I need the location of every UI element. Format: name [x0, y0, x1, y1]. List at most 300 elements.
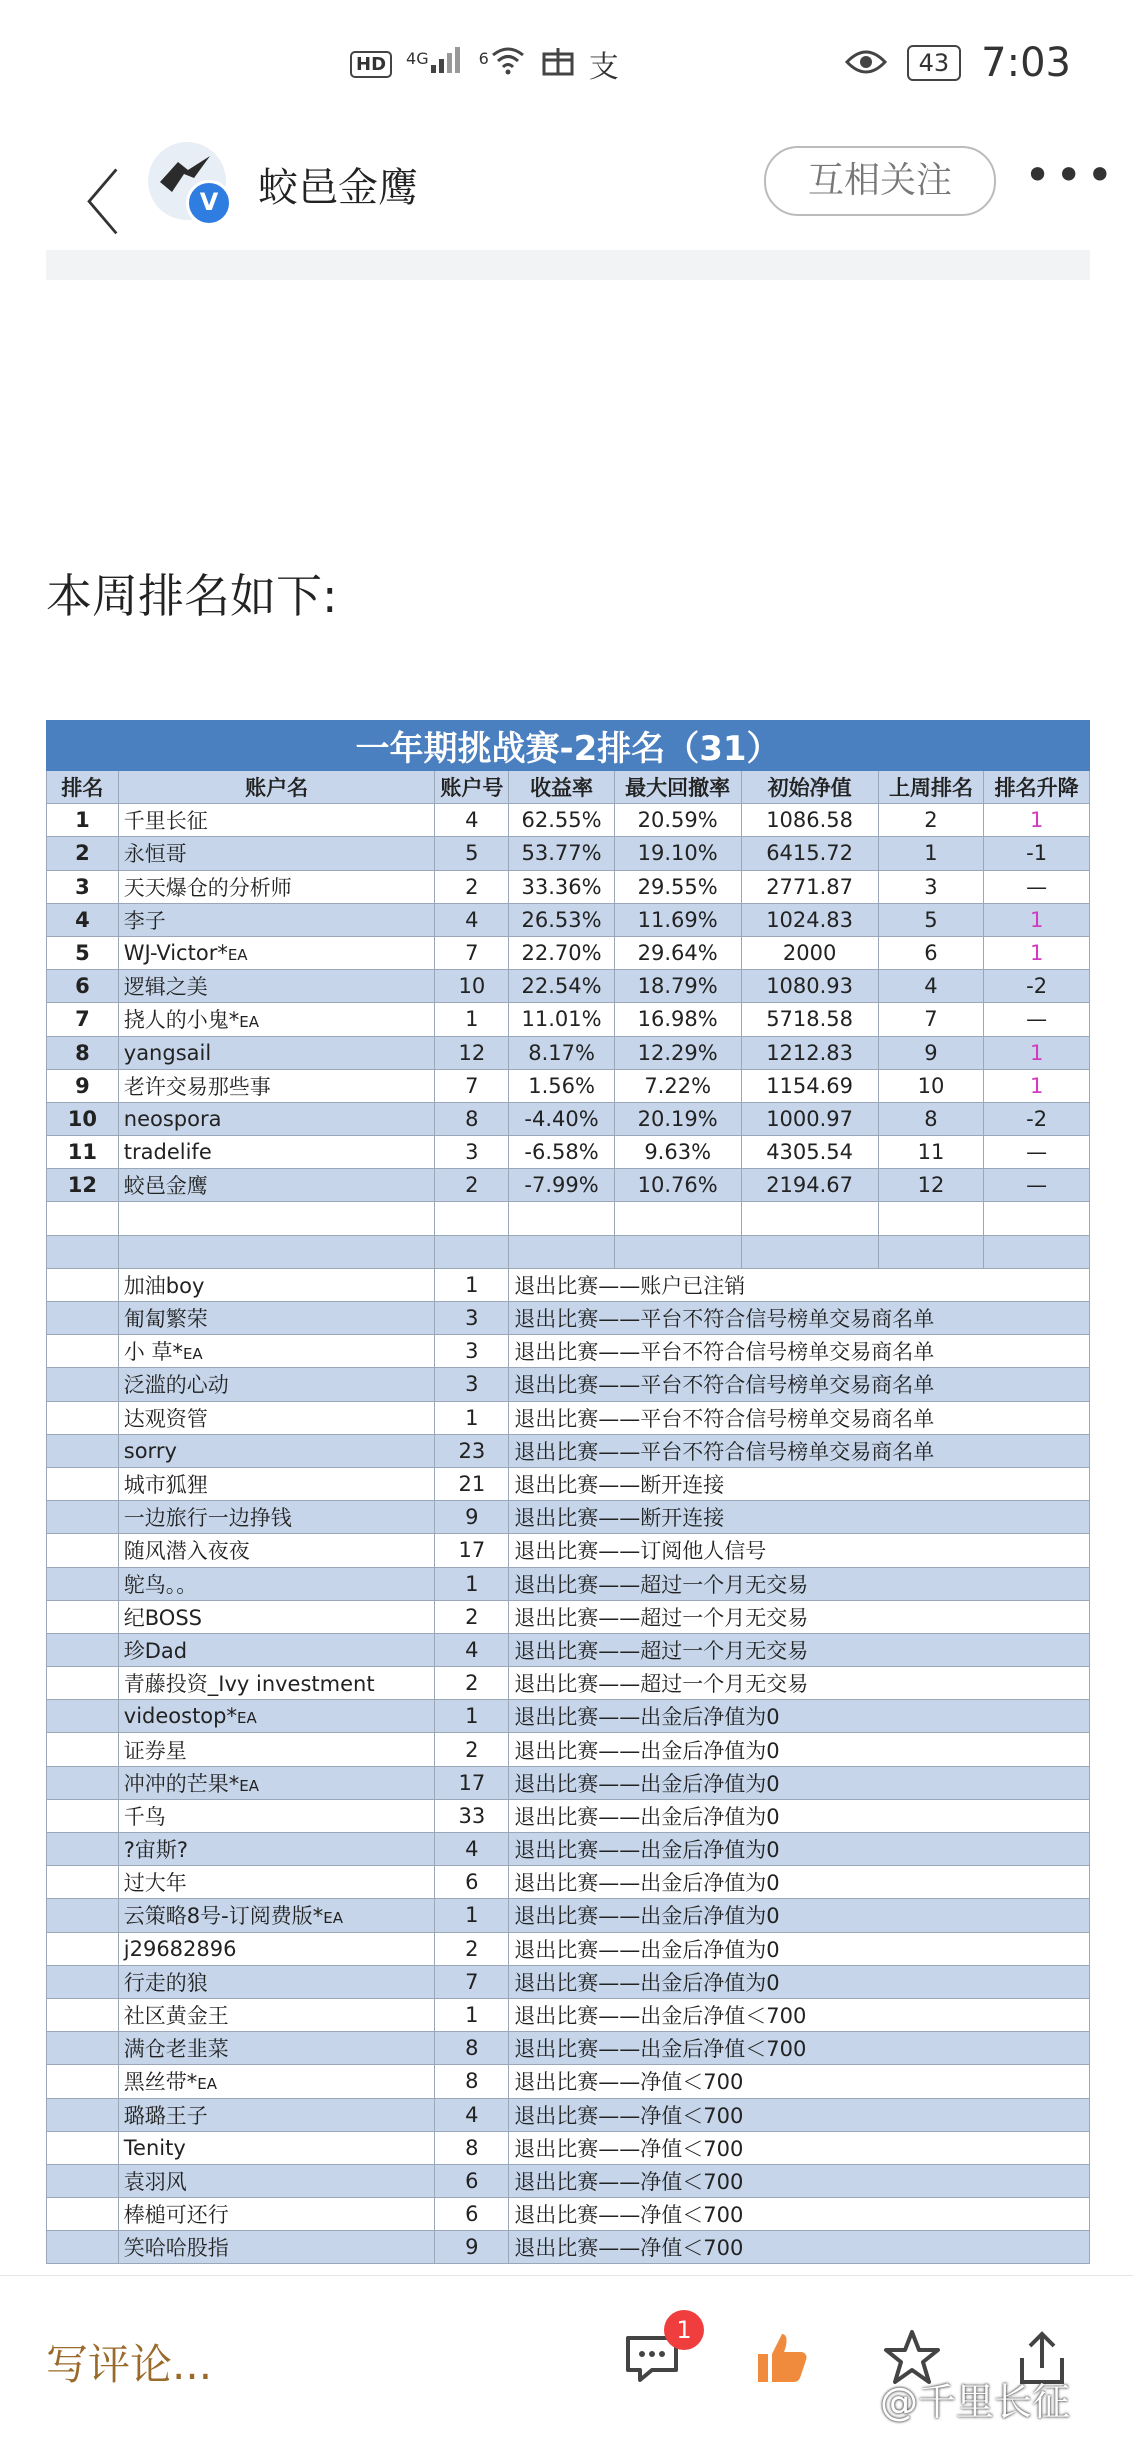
table-row: [47, 1003, 1090, 1036]
account-name: [118, 1069, 435, 1102]
exit-reason-cell: 退出比赛——出金后净值为0: [509, 1932, 1090, 1965]
last-rank-cell: 5: [878, 903, 984, 936]
table-row: [47, 1434, 1090, 1467]
acct-cell: 8: [435, 2065, 509, 2098]
return-cell: 53.77%: [509, 837, 615, 870]
more-icon[interactable]: •••: [1024, 148, 1118, 202]
account-name: [118, 1136, 435, 1169]
drawdown-cell: 18.79%: [614, 970, 741, 1003]
exit-reason-cell: 退出比赛——平台不符合信号榜单交易商名单: [509, 1302, 1090, 1335]
rank-cell: [47, 1368, 119, 1401]
rank-cell: [47, 1799, 119, 1832]
table-row: [47, 1069, 1090, 1102]
rank-cell: [47, 2131, 119, 2164]
table-row: [47, 1401, 1090, 1434]
account-name: [118, 970, 435, 1003]
rank-cell: [47, 1700, 119, 1733]
rank-cell: [47, 1932, 119, 1965]
account-name-text: 城市狐狸: [123, 1473, 208, 1498]
rank-cell: [47, 1667, 119, 1700]
comment-input[interactable]: 写评论...: [46, 2340, 213, 2389]
account-name-text: Tenity: [123, 2135, 186, 2160]
table-row: [47, 1932, 1090, 1965]
return-cell: 33.36%: [509, 870, 615, 903]
account-name-text: 纪BOSS: [123, 1605, 202, 1630]
account-name-text: videostop*: [123, 1704, 237, 1729]
account-name-text: WJ-Victor*: [123, 941, 228, 966]
acct-cell: 4: [435, 1633, 509, 1666]
rank-change-cell: 1: [984, 1069, 1090, 1102]
acct-cell: 3: [435, 1368, 509, 1401]
acct-cell: 1: [435, 1567, 509, 1600]
account-name-text: 永恒哥: [123, 842, 187, 867]
account-name-text: 鸵鸟。。: [123, 1572, 198, 1597]
initial-cell: 4305.54: [741, 1136, 878, 1169]
account-name-text: 匍匐繁荣: [123, 1307, 208, 1332]
divider: [46, 250, 1090, 280]
exit-reason-cell: 退出比赛——超过一个月无交易: [509, 1567, 1090, 1600]
account-name-text: 璐璐王子: [123, 2103, 208, 2128]
account-name: [118, 2131, 435, 2164]
comment-count-badge: 1: [664, 2310, 704, 2350]
account-name-text: neospora: [123, 1106, 222, 1131]
empty-cell: [47, 1235, 119, 1268]
account-name-text: 满仓老韭菜: [123, 2037, 229, 2062]
clock: 7:03: [981, 40, 1071, 86]
account-name-text: 李子: [123, 908, 166, 933]
rank-cell: 1: [47, 804, 119, 837]
ea-tag: EA: [239, 1776, 260, 1795]
watermark: @千里长征: [880, 2380, 1071, 2424]
exit-reason-cell: 退出比赛——平台不符合信号榜单交易商名单: [509, 1368, 1090, 1401]
last-rank-cell: 11: [878, 1136, 984, 1169]
rank-cell: 3: [47, 870, 119, 903]
account-name: [118, 1965, 435, 1998]
acct-cell: 5: [435, 837, 509, 870]
verified-icon: V: [186, 180, 232, 226]
empty-cell: [614, 1235, 741, 1268]
exit-reason-cell: 退出比赛——出金后净值为0: [509, 1866, 1090, 1899]
header-last: 上周排名: [878, 771, 984, 804]
rank-cell: [47, 2032, 119, 2065]
last-rank-cell: 8: [878, 1102, 984, 1135]
exit-reason-cell: 退出比赛——超过一个月无交易: [509, 1633, 1090, 1666]
account-name-text: sorry: [123, 1438, 177, 1463]
account-name: [118, 1467, 435, 1500]
last-rank-cell: 10: [878, 1069, 984, 1102]
account-name-text: 加油boy: [123, 1273, 205, 1298]
bottom-bar: [0, 2275, 1133, 2454]
table-row: [47, 1534, 1090, 1567]
acct-cell: 12: [435, 1036, 509, 1069]
rank-cell: 8: [47, 1036, 119, 1069]
ea-tag: EA: [323, 1909, 343, 1928]
acct-cell: 4: [435, 2098, 509, 2131]
rank-cell: [47, 2065, 119, 2098]
table-row: [47, 970, 1090, 1003]
account-name: [118, 1003, 435, 1036]
return-cell: 11.01%: [509, 1003, 615, 1036]
drawdown-cell: 11.69%: [614, 903, 741, 936]
exit-reason-cell: 退出比赛——断开连接: [509, 1467, 1090, 1500]
account-name: [118, 1169, 435, 1202]
status-left: [350, 42, 619, 86]
account-name-text: 小 草*: [123, 1340, 183, 1365]
exit-reason-cell: 退出比赛——出金后净值为0: [509, 1833, 1090, 1866]
account-name-text: 社区黄金王: [123, 2004, 229, 2029]
drawdown-cell: 7.22%: [614, 1069, 741, 1102]
rank-cell: [47, 1600, 119, 1633]
account-name-text: 证券星: [123, 1738, 187, 1763]
initial-cell: 1154.69: [741, 1069, 878, 1102]
last-rank-cell: 4: [878, 970, 984, 1003]
table-title: 一年期挑战赛-2排名（31）: [47, 721, 1090, 771]
exit-reason-cell: 退出比赛——净值＜700: [509, 2231, 1090, 2264]
exit-reason-cell: 退出比赛——出金后净值为0: [509, 1965, 1090, 1998]
header-return: 收益率: [509, 771, 615, 804]
rank-change-cell: —: [984, 1136, 1090, 1169]
last-rank-cell: 6: [878, 936, 984, 969]
exit-reason-cell: 退出比赛——净值＜700: [509, 2131, 1090, 2164]
exit-reason-cell: 退出比赛——超过一个月无交易: [509, 1667, 1090, 1700]
exit-reason-cell: 退出比赛——超过一个月无交易: [509, 1600, 1090, 1633]
acct-cell: 2: [435, 1600, 509, 1633]
rank-cell: [47, 1733, 119, 1766]
rank-cell: 7: [47, 1003, 119, 1036]
acct-cell: 1: [435, 1700, 509, 1733]
table-row: [47, 1998, 1090, 2031]
exit-reason-cell: 退出比赛——断开连接: [509, 1501, 1090, 1534]
account-name: [118, 1102, 435, 1135]
rank-cell: [47, 1467, 119, 1500]
acct-cell: 8: [435, 2131, 509, 2164]
table-row: [47, 1567, 1090, 1600]
rank-cell: [47, 1998, 119, 2031]
account-name-text: 过大年: [123, 1871, 187, 1896]
rank-cell: [47, 2164, 119, 2197]
acct-cell: 9: [435, 2231, 509, 2264]
account-name: [118, 2164, 435, 2197]
rank-change-cell: -2: [984, 1102, 1090, 1135]
acct-cell: 7: [435, 936, 509, 969]
last-rank-cell: 12: [878, 1169, 984, 1202]
acct-cell: 2: [435, 1169, 509, 1202]
acct-cell: 7: [435, 1069, 509, 1102]
acct-cell: 6: [435, 1866, 509, 1899]
exit-reason-cell: 退出比赛——出金后净值＜700: [509, 2032, 1090, 2065]
ea-tag: EA: [197, 2075, 218, 2094]
battery-icon: 43: [907, 45, 962, 81]
account-name: [118, 2231, 435, 2264]
ea-tag: EA: [236, 1709, 257, 1728]
top-nav: [0, 130, 1133, 250]
return-cell: 22.70%: [509, 936, 615, 969]
hd-icon: HD: [350, 51, 392, 78]
header-acct: 账户号: [435, 771, 509, 804]
table-row: [47, 2065, 1090, 2098]
header-drawdown: 最大回撤率: [614, 771, 741, 804]
exit-reason-cell: 退出比赛——平台不符合信号榜单交易商名单: [509, 1434, 1090, 1467]
acct-cell: 2: [435, 870, 509, 903]
rank-cell: [47, 1766, 119, 1799]
header-rank: 排名: [47, 771, 119, 804]
rank-change-cell: —: [984, 1003, 1090, 1036]
table-row: [47, 1302, 1090, 1335]
account-name: [118, 1866, 435, 1899]
return-cell: 62.55%: [509, 804, 615, 837]
header-change: 排名升降: [984, 771, 1090, 804]
initial-cell: 1086.58: [741, 804, 878, 837]
account-name: [118, 804, 435, 837]
exit-reason-cell: 退出比赛——出金后净值为0: [509, 1766, 1090, 1799]
account-name: [118, 1799, 435, 1832]
account-name-text: 随风潜入夜夜: [123, 1539, 250, 1564]
header-initial: 初始净值: [741, 771, 878, 804]
empty-cell: [47, 1202, 119, 1235]
acct-cell: 1: [435, 1899, 509, 1932]
acct-cell: 3: [435, 1302, 509, 1335]
acct-cell: 1: [435, 1268, 509, 1301]
table-row: [47, 936, 1090, 969]
acct-cell: 23: [435, 1434, 509, 1467]
acct-cell: 6: [435, 2198, 509, 2231]
return-cell: -6.58%: [509, 1136, 615, 1169]
exit-reason-cell: 退出比赛——账户已注销: [509, 1268, 1090, 1301]
acct-cell: 21: [435, 1467, 509, 1500]
account-name-text: yangsail: [123, 1040, 212, 1065]
rank-change-cell: 1: [984, 903, 1090, 936]
table-row: [47, 1169, 1090, 1202]
table-row: [47, 1501, 1090, 1534]
initial-cell: 5718.58: [741, 1003, 878, 1036]
back-icon[interactable]: 〈: [50, 163, 120, 245]
table-row: [47, 1899, 1090, 1932]
signal-4g-icon: 4G: [406, 45, 465, 83]
empty-cell: [741, 1235, 878, 1268]
acct-cell: 4: [435, 903, 509, 936]
rank-cell: [47, 1965, 119, 1998]
return-cell: 26.53%: [509, 903, 615, 936]
rank-cell: [47, 1302, 119, 1335]
rank-change-cell: 1: [984, 804, 1090, 837]
acct-cell: 7: [435, 1965, 509, 1998]
rank-cell: [47, 1434, 119, 1467]
rank-cell: [47, 2231, 119, 2264]
rank-change-cell: —: [984, 1169, 1090, 1202]
return-cell: -7.99%: [509, 1169, 615, 1202]
exit-reason-cell: 退出比赛——出金后净值为0: [509, 1700, 1090, 1733]
drawdown-cell: 16.98%: [614, 1003, 741, 1036]
account-name: [118, 1368, 435, 1401]
drawdown-cell: 19.10%: [614, 837, 741, 870]
return-cell: 22.54%: [509, 970, 615, 1003]
acct-cell: 4: [435, 1833, 509, 1866]
rank-change-cell: —: [984, 870, 1090, 903]
account-name-text: 黑丝带*: [123, 2070, 198, 2095]
empty-cell: [878, 1202, 984, 1235]
account-name: [118, 1633, 435, 1666]
rank-cell: 6: [47, 970, 119, 1003]
exit-reason-cell: 退出比赛——净值＜700: [509, 2065, 1090, 2098]
table-row: [47, 903, 1090, 936]
acct-cell: 4: [435, 804, 509, 837]
author-name[interactable]: 蛟邑金鹰: [258, 165, 418, 211]
follow-button[interactable]: 互相关注: [764, 146, 996, 216]
empty-cell: [509, 1235, 615, 1268]
acct-cell: 1: [435, 1998, 509, 2031]
table-row: [47, 1335, 1090, 1368]
empty-cell: [878, 1235, 984, 1268]
alipay-icon: 支: [588, 50, 619, 85]
table-row: [47, 2131, 1090, 2164]
account-name: [118, 1733, 435, 1766]
account-name: [118, 1932, 435, 1965]
exit-reason-cell: 退出比赛——净值＜700: [509, 2164, 1090, 2197]
account-name-text: 千里长征: [123, 809, 208, 834]
empty-row: [47, 1235, 1090, 1268]
table-row: [47, 2198, 1090, 2231]
last-rank-cell: 1: [878, 837, 984, 870]
account-name-text: j29682896: [123, 1936, 237, 1961]
table-row: [47, 1799, 1090, 1832]
acct-cell: 2: [435, 1932, 509, 1965]
rank-change-cell: -1: [984, 837, 1090, 870]
table-row: [47, 1600, 1090, 1633]
account-name: [118, 1302, 435, 1335]
table-row: [47, 1766, 1090, 1799]
rank-cell: [47, 1567, 119, 1600]
rank-cell: [47, 1401, 119, 1434]
account-name: [118, 2065, 435, 2098]
account-name: [118, 1998, 435, 2031]
acct-cell: 2: [435, 1733, 509, 1766]
account-name-text: 云策略8号-订阅费版*: [123, 1904, 324, 1929]
header-name: 账户名: [118, 771, 435, 804]
return-cell: -4.40%: [509, 1102, 615, 1135]
account-name-text: 泛滥的心动: [123, 1373, 229, 1398]
table-row: [47, 2098, 1090, 2131]
acct-cell: 2: [435, 1667, 509, 1700]
account-name-text: 千鸟: [123, 1804, 166, 1829]
initial-cell: 1000.97: [741, 1102, 878, 1135]
account-name-text: 挠人的小鬼*: [123, 1008, 240, 1033]
table-row: [47, 1036, 1090, 1069]
account-name-text: 棒槌可还行: [123, 2203, 229, 2228]
acct-cell: 8: [435, 2032, 509, 2065]
account-name: [118, 903, 435, 936]
initial-cell: 2771.87: [741, 870, 878, 903]
ea-tag: EA: [227, 946, 248, 965]
empty-cell: [984, 1202, 1090, 1235]
account-name: [118, 870, 435, 903]
account-name-text: 冲冲的芒果*: [123, 1771, 240, 1796]
acct-cell: 3: [435, 1136, 509, 1169]
status-right: [845, 40, 1071, 86]
ea-tag: EA: [239, 1013, 260, 1032]
table-row: [47, 1733, 1090, 1766]
exit-reason-cell: 退出比赛——净值＜700: [509, 2198, 1090, 2231]
rank-cell: [47, 1633, 119, 1666]
account-name-text: 笑哈哈股指: [123, 2236, 229, 2261]
account-name-text: 袁羽风: [123, 2169, 187, 2194]
status-bar: [0, 0, 1133, 130]
account-name: [118, 1700, 435, 1733]
rank-cell: [47, 1833, 119, 1866]
rank-cell: 9: [47, 1069, 119, 1102]
account-name: [118, 1401, 435, 1434]
table-row: [47, 1700, 1090, 1733]
empty-cell: [509, 1202, 615, 1235]
exit-reason-cell: 退出比赛——出金后净值为0: [509, 1733, 1090, 1766]
account-name-text: 达观资管: [123, 1406, 208, 1431]
account-name: [118, 1268, 435, 1301]
table-row: [47, 1102, 1090, 1135]
empty-cell: [435, 1235, 509, 1268]
initial-cell: 2194.67: [741, 1169, 878, 1202]
last-rank-cell: 2: [878, 804, 984, 837]
rank-cell: 2: [47, 837, 119, 870]
acct-cell: 10: [435, 970, 509, 1003]
return-cell: 1.56%: [509, 1069, 615, 1102]
rank-cell: [47, 2098, 119, 2131]
wifi-icon: 6: [479, 45, 527, 83]
last-rank-cell: 9: [878, 1036, 984, 1069]
account-name-text: 一边旅行一边挣钱: [123, 1506, 292, 1531]
ranking-table: [46, 720, 1090, 2264]
table-row: [47, 1467, 1090, 1500]
account-name-text: 逻辑之美: [123, 975, 208, 1000]
table-title-row: [47, 721, 1090, 771]
account-name: [118, 2032, 435, 2065]
table-row: [47, 837, 1090, 870]
account-name: [118, 1600, 435, 1633]
last-rank-cell: 7: [878, 1003, 984, 1036]
rank-cell: [47, 1335, 119, 1368]
rank-cell: [47, 1268, 119, 1301]
account-name-text: 蛟邑金鹰: [123, 1174, 208, 1199]
drawdown-cell: 10.76%: [614, 1169, 741, 1202]
account-name-text: 珍Dad: [123, 1638, 188, 1663]
account-name-text: tradelife: [123, 1140, 212, 1165]
table-row: [47, 1667, 1090, 1700]
rank-change-cell: -2: [984, 970, 1090, 1003]
acct-cell: 1: [435, 1003, 509, 1036]
table-row: [47, 1136, 1090, 1169]
exit-reason-cell: 退出比赛——出金后净值为0: [509, 1899, 1090, 1932]
account-name: [118, 1567, 435, 1600]
acct-cell: 17: [435, 1766, 509, 1799]
initial-cell: 1080.93: [741, 970, 878, 1003]
ea-tag: EA: [182, 1345, 203, 1364]
drawdown-cell: 29.55%: [614, 870, 741, 903]
drawdown-cell: 29.64%: [614, 936, 741, 969]
empty-cell: [435, 1202, 509, 1235]
rank-cell: [47, 1866, 119, 1899]
account-name: [118, 1434, 435, 1467]
acct-cell: 1: [435, 1401, 509, 1434]
table-row: [47, 870, 1090, 903]
drawdown-cell: 9.63%: [614, 1136, 741, 1169]
exit-reason-cell: 退出比赛——净值＜700: [509, 2098, 1090, 2131]
rank-cell: [47, 1501, 119, 1534]
rank-cell: 5: [47, 936, 119, 969]
empty-cell: [741, 1202, 878, 1235]
acct-cell: 9: [435, 1501, 509, 1534]
like-icon[interactable]: [752, 2328, 812, 2388]
table-header-row: [47, 771, 1090, 804]
initial-cell: 2000: [741, 936, 878, 969]
initial-cell: 1024.83: [741, 903, 878, 936]
